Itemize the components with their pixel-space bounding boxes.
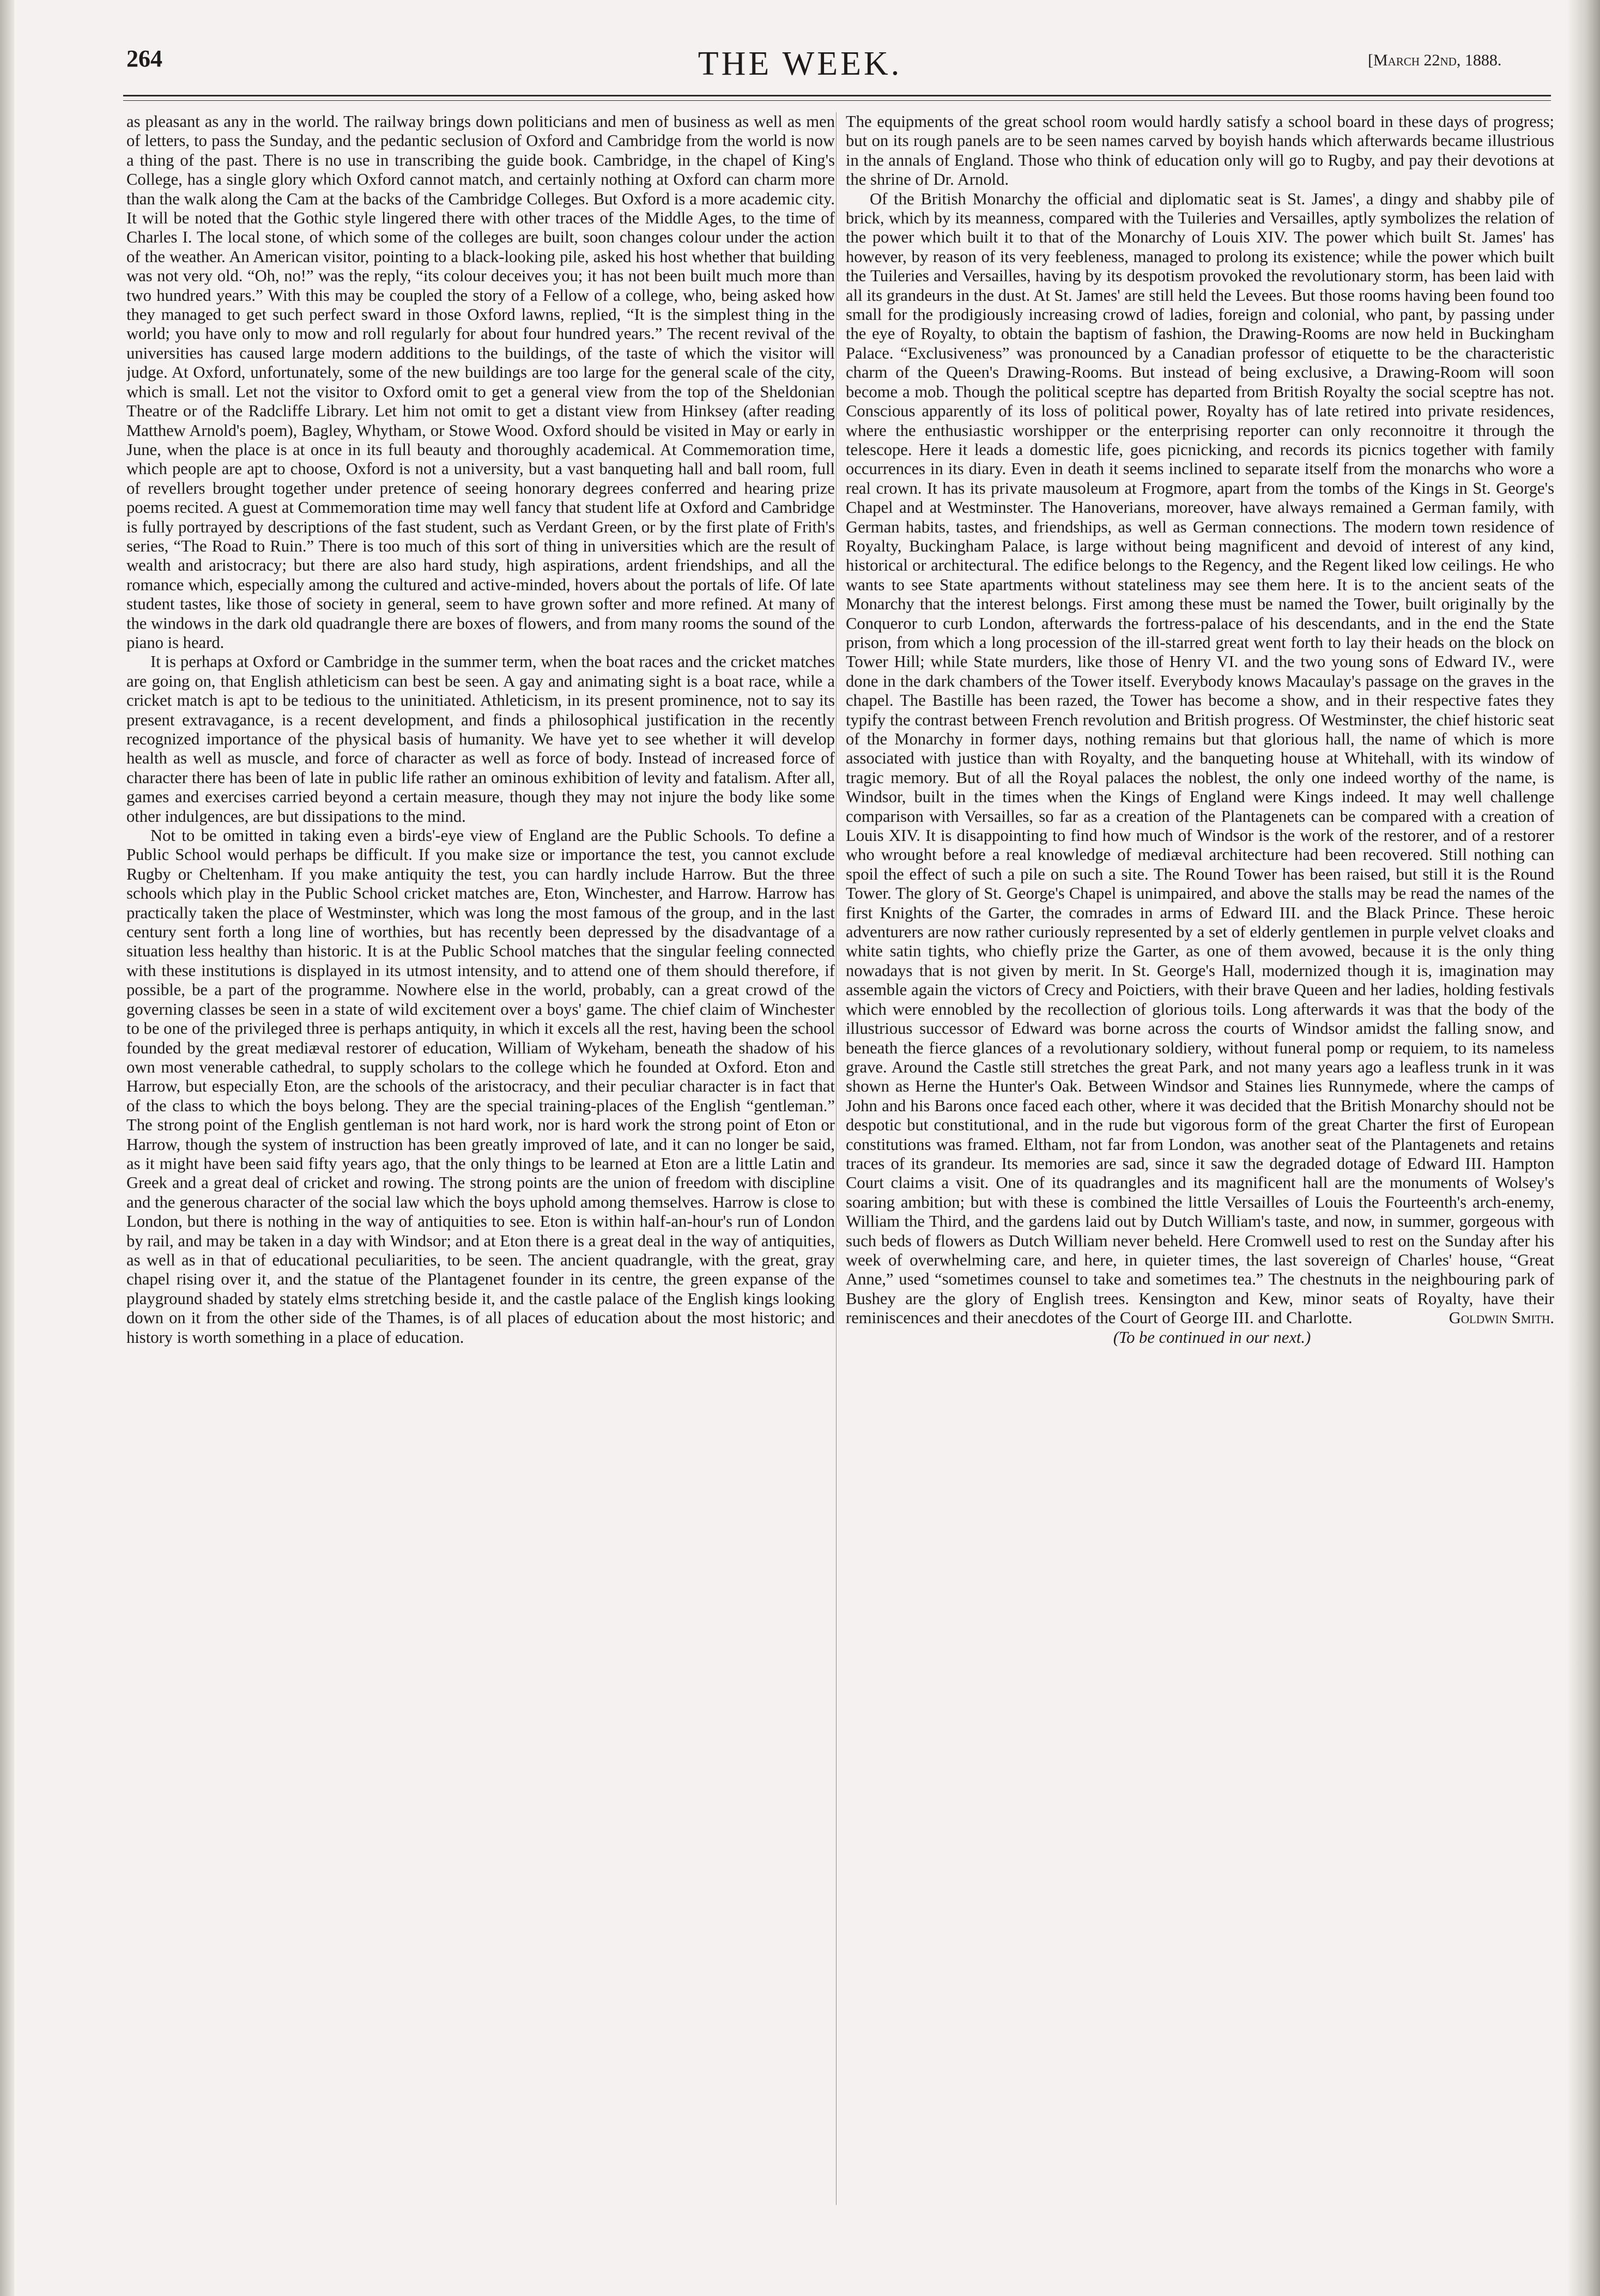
header-rule: [123, 95, 1551, 96]
page-edge-left: [0, 0, 14, 2296]
page-number: 264: [126, 45, 162, 72]
paragraph: Not to be omitted in taking even a birds'-eye view of England are the Public Schools. To define a Public School would perhaps be difficult. If you make size or importance the test, you cannot exclude Rugby or Cheltenham. If you make antiquity the test, you can hardly include Harrow. But the three schools which play in the Public School cricket matches are, Eton, Winchester, and Harrow. Harrow has practically taken the place of Westminster, which was long the most famous of the group, and in the last century sent forth a long line of worthies, but has recently been depressed by the disadvantage of a situation less healthy than historic. It is at the Public School matches that the singular feeling connected with these institutions is displayed in its utmost intensity, and to attend one of them should therefore, if possible, be a part of the programme. Nowhere else in the world, probably, can a great crowd of the governing classes be seen in a state of wild excitement over a boys' game. The chief claim of Winchester to be one of the privileged three is perhaps antiquity, in which it excels all the rest, having been the school founded by the great mediæval restorer of education, William of Wykeham, beneath the shadow of his own most venerable cathedral, to supply scholars to the college which he founded at Oxford. Eton and Harrow, but especially Eton, are the schools of the aristocracy, and their peculiar character is in fact that of the class to which the boys belong. They are the special training-places of the English “gentleman.” The strong point of the English gentleman is not hard work, nor is hard work the strong point of Eton or Harrow, though the system of instruction has been greatly improved of late, and it can no longer be said, as it might have been said fifty years ago, that the only things to be learned at Eton are a little Latin and Greek and a great deal of cricket and rowing. The strong points are the union of freedom with discipline and the generous character of the social law which the boys uphold among themselves. Harrow is close to London, but there is nothing in the way of antiquities to see. Eton is within half-an-hour's run of London by rail, and may be taken in a day with Windsor; and at Eton there is a great deal in the way of antiquities, as well as in that of educational peculiarities, to be seen. The ancient quadrangle, with the great, gray chapel rising over it, and the statue of the Plantagenet founder in its centre, the green expanse of the playground shaded by stately elms stretching beside it, and the castle palace of the English kings looking down on it from the other side of the Thames, is of all places of education about the most historic; and history is worth something in a place of education.: [126, 826, 835, 1347]
paragraph: The equipments of the great school room would hardly satisfy a school board in these days of progress; but on its rough panels are to be seen names carved by boyish hands which afterwards became illustrious in the annals of England. Those who think of education only will go to Rugby, and pay their devotions at the shrine of Dr. Arnold.: [846, 112, 1554, 189]
left-column: [126, 112, 835, 2270]
column-divider: [836, 112, 837, 2205]
right-column: [846, 112, 1554, 2270]
paragraph: [846, 190, 1554, 1328]
continued-note: (To be continued in our next.): [1113, 1328, 1311, 1347]
issue-date: [March 22nd, 1888.: [1368, 51, 1502, 69]
paragraph-text: Of the British Monarchy the official and diplomatic seat is St. James', a dingy and shabby pile of brick, which by its meanness, compared with the Tuileries and Versailles, aptly symbolizes the relation of the power which built it to that of the Monarchy of Louis XIV. The power which built St. James' has however, by reason of its very feebleness, managed to prolong its existence; while the power which built the Tuileries and Versailles, having by its despotism provoked the revolutionary storm, has been laid with all its grandeurs in the dust. At St. James' are still held the Levees. But those rooms having been found too small for the prodigiously increasing crowd of ladies, foreign and colonial, who pant, by passing under the eye of Royalty, to obtain the baptism of fashion, the Drawing-Rooms are now held in Buckingham Palace. “Exclusiveness” was pronounced by a Canadian professor of etiquette to be the characteristic charm of the Queen's Drawing-Rooms. But instead of being exclusive, a Drawing-Room will soon become a mob. Though the political sceptre has departed from British Royalty the social sceptre has not. Conscious apparently of its loss of political power, Royalty has of late retired into private residences, where the enthusiastic worshipper or the enterprising reporter can only reconnoitre it through the telescope. Here it leads a domestic life, goes picnicking, and records its picnics together with family occurrences in its diary. Even in death it seems inclined to separate itself from the monarchs who wore a real crown. It has its private mausoleum at Frogmore, apart from the tombs of the Kings in St. George's Chapel and at Westminster. The Hanoverians, moreover, have always remained a German family, with German habits, tastes, and friendships, as well as German connections. The modern town residence of Royalty, Buckingham Palace, is large without being magnificent and devoid of interest of any kind, historical or architectural. The edifice belongs to the Regency, and the Regent liked low ceilings. He who wants to see State apartments without stateliness may see them here. It is to the ancient seats of the Monarchy that the interest belongs. First among these must be named the Tower, built originally by the Conqueror to curb London, afterwards the fortress-palace of his descendants, and in the end the State prison, from which a long procession of the ill-starred great went forth to lay their heads on the block on Tower Hill; while State murders, like those of Henry VI. and the two young sons of Edward IV., were done in the dark chambers of the Tower itself. Everybody knows Macaulay's passage on the graves in the chapel. The Bastille has been razed, the Tower has become a show, and in their respective fates they typify the contrast between French revolution and British progress. Of Westminster, the chief historic seat of the Monarchy in former days, nothing remains but that glorious hall, the name of which is more associated with justice than with Royalty, and the banqueting house at Whitehall, with its window of tragic memory. But of all the Royal palaces the noblest, the only one indeed worthy of the name, is Windsor, built in the times when the Kings of England were Kings indeed. It may well challenge comparison with Versailles, so far as a creation of the Plantagenets can be compared with a creation of Louis XIV. It is disappointing to find how much of Windsor is the work of the restorer, and of a restorer who wrought before a real knowledge of mediæval architecture had been recovered. Still nothing can spoil the effect of such a pile on such a site. The Round Tower has been raised, but still it is the Round Tower. The glory of St. George's Chapel is unimpaired, and above the stalls may be read the names of the first Knights of the Garter, the comrades in arms of Edward III. and the Black Prince. These heroic adventurers are now rather curiously represented by a set of elderly gentlemen in purple velvet cloaks and white satin tights, who chiefly prize the Garter, as one of them avowed, because it is the only thing nowadays that is not given by merit. In St. George's Hall, modernized though it is, imagination may assemble again the victors of Crecy and Poictiers, with their brave Queen and her ladies, holding festivals which were ennobled by the recollection of glorious toils. Long afterwards it was that the body of the illustrious successor of Edward was borne across the courts of Windsor amidst the falling snow, and beneath the fierce glances of a revolutionary soldiery, without funeral pomp or requiem, to its nameless grave. Around the Castle still stretches the great Park, and not many years ago a leafless trunk in it was shown as Herne the Hunter's Oak. Between Windsor and Staines lies Runnymede, where the camps of John and his Barons once faced each other, where it was decided that the British Monarchy should not be despotic but constitutional, and in the rude but vigorous form of the great Charter the first of European constitutions was framed. Eltham, not far from London, was another seat of the Plantagenets and retains traces of its grandeur. Its memories are sad, since it saw the degraded dotage of Edward III. Hampton Court claims a visit. One of its quadrangles and its magnificent hall are the monuments of Wolsey's soaring ambition; but with these is combined the little Versailles of Louis the Fourteenth's arch-enemy, William the Third, and the gardens laid out by Dutch William's taste, and now, in summer, gorgeous with such beds of flowers as Dutch William never beheld. Here Cromwell used to rest on the Sunday after his week of overwhelming care, and here, in quieter times, the last sovereign of Charles' house, “Great Anne,” used “sometimes counsel to take and sometimes tea.” The chestnuts in the neighbouring park of Bushey are the glory of English trees. Kensington and Kew, minor seats of Royalty, have their reminiscences and their anecdotes of the Court of George III. and Charlotte.: [846, 189, 1554, 1328]
paragraph: as pleasant as any in the world. The railway brings down politicians and men of business as well as men of letters, to pass the Sunday, and the pedantic seclusion of Oxford and Cambridge from the world is now a thing of the past. There is no use in transcribing the guide book. Cambridge, in the chapel of King's College, has a single glory which Oxford cannot match, and certainly nothing at Oxford can charm more than the walk along the Cam at the backs of the Cambridge Colleges. But Oxford is a more academic city. It will be noted that the Gothic style lingered there with other traces of the Middle Ages, to the time of Charles I. The local stone, of which some of the colleges are built, soon changes colour under the action of the weather. An American visitor, pointing to a black-looking pile, asked his host whether that building was not very old. “Oh, no!” was the reply, “its colour deceives you; it has not been built much more than two hundred years.” With this may be coupled the story of a Fellow of a college, who, being asked how they managed to get such perfect sward in those Oxford lawns, replied, “It is the simplest thing in the world; you have only to mow and roll regularly for about four hundred years.” The recent revival of the universities has caused large modern additions to the buildings, of the taste of which the visitor will judge. At Oxford, unfortunately, some of the new buildings are too large for the general scale of the city, which is small. Let not the visitor to Oxford omit to get a general view from the top of the Sheldonian Theatre or of the Radcliffe Library. Let him not omit to get a distant view from Hinksey (after reading Matthew Arnold's poem), Bagley, Whytham, or Stowe Wood. Oxford should be visited in May or early in June, when the place is at once in its full beauty and thoroughly academical. At Commemoration time, which people are apt to choose, Oxford is not a university, but a vast banqueting hall and ball room, full of revellers brought together under pretence of seeing honorary degrees conferred and hearing prize poems recited. A guest at Commemoration time may well fancy that student life at Oxford and Cambridge is fully portrayed by descriptions of the fast student, such as Verdant Green, or by the first plate of Frith's series, “The Road to Ruin.” There is too much of this sort of thing in universities which are the result of wealth and aristocracy; but there are also hard study, high aspirations, ardent friendships, and all the romance which, especially among the cultured and active-minded, hovers about the portals of life. Of late student tastes, like those of society in general, seem to have grown softer and more refined. At many of the windows in the dark old quadrangle there are boxes of flowers, and from many rooms the sound of the piano is heard.: [126, 112, 835, 652]
masthead-title: THE WEEK.: [698, 45, 902, 82]
header-rule-thin: [123, 100, 1551, 101]
author-signature: Goldwin Smith.: [1449, 1308, 1554, 1328]
page-edge-right: [1567, 0, 1600, 2296]
paragraph: It is perhaps at Oxford or Cambridge in the summer term, when the boat races and the cricket matches are going on, that English athleticism can best be seen. A gay and animating sight is a boat race, while a cricket match is apt to be tedious to the uninitiated. Athleticism, in its present prominence, not to say its present extravagance, is a recent development, and finds a philosophical justification in the recently recognized importance of the physical basis of humanity. We have yet to see whether it will develop health as well as muscle, and force of character as well as force of body. Instead of increased force of character there has been of late in public life rather an ominous exhibition of levity and fatalism. After all, games and exercises carried beyond a certain measure, though they may not injure the body like some other indulgences, are but dissipations to the mind.: [126, 652, 835, 826]
